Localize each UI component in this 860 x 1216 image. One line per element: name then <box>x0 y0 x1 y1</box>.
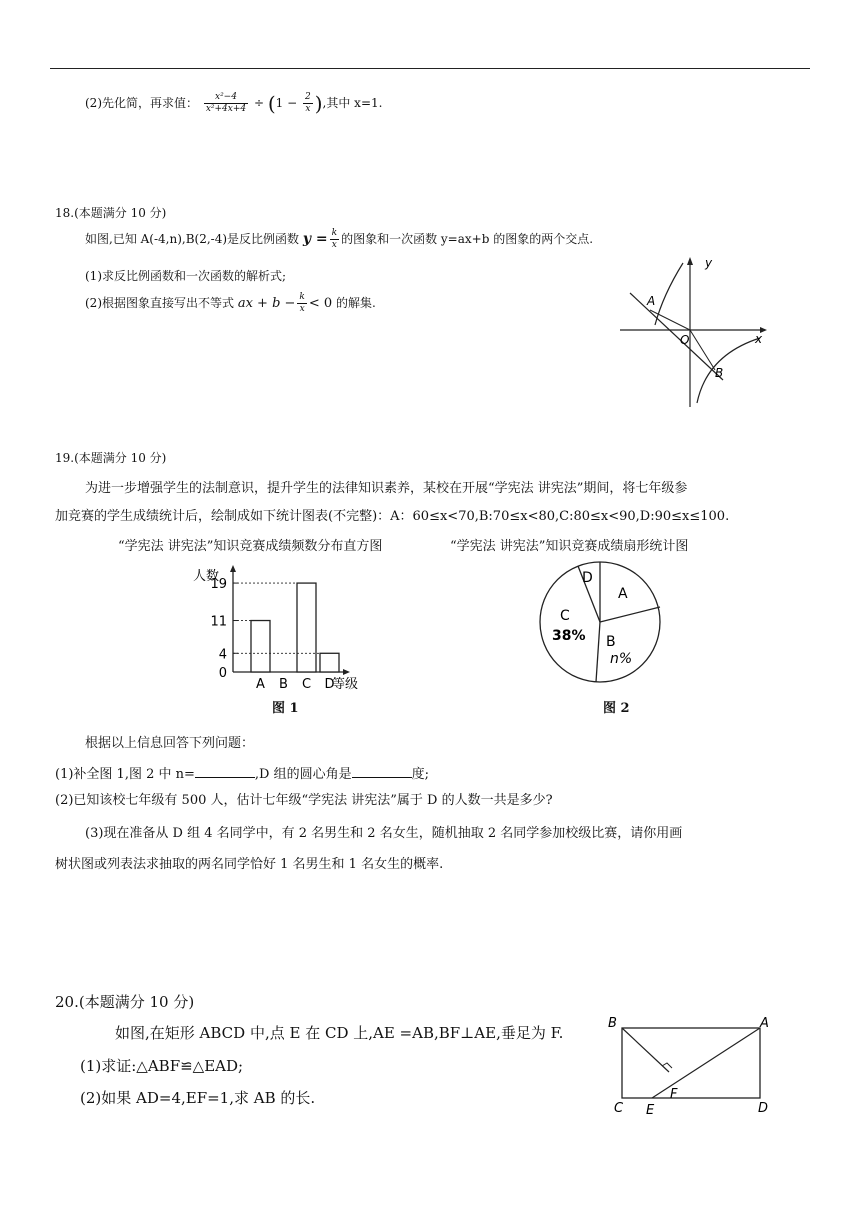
pie-divider-a-b <box>600 607 660 622</box>
q19-part2: (2)已知该校七年级有 500 人，估计七年级“学宪法 讲宪法”属于 D 的人数一共是多少? <box>55 793 553 808</box>
pie-label-b-percent: n% <box>610 651 633 667</box>
pie-label-a: A <box>618 586 628 602</box>
q19-para2: 加竞赛的学生成绩统计后，绘制成如下统计图表(不完整)：A：60≤x<70,B:70≤x<80,C:80≤x<90,D:90≤x≤100. <box>55 509 730 524</box>
y-axis-arrow <box>687 257 693 265</box>
histogram-y-arrow <box>230 565 236 572</box>
pie-divider-b-c <box>596 622 600 682</box>
hyperbola-lower-right <box>697 338 760 403</box>
label-f: F <box>670 1087 678 1102</box>
q19-part3-a: (3)现在准备从 D 组 4 名同学中，有 2 名男生和 2 名女生，随机抽取 2 名同学参加校级比赛，请你用画 <box>85 826 683 841</box>
answer-blank-angle <box>352 763 412 778</box>
histogram-xtick-A: A <box>256 677 265 692</box>
pie-label-b: B <box>606 634 616 650</box>
q18-func-frac <box>330 228 339 251</box>
q19-para1: 为进一步增强学生的法制意识，提升学生的法律知识素养，某校在开展“学宪法 讲宪法”期间，将七年级参 <box>85 481 688 496</box>
q18-func-frac-num: k <box>331 228 338 238</box>
q17-fraction-2 <box>303 92 313 115</box>
label-c: C <box>614 1101 624 1116</box>
q18-func-frac-den: x <box>331 240 337 250</box>
histogram-bar-C <box>297 583 316 672</box>
q17-prefix: (2)先化简，再求值： <box>85 96 198 110</box>
point-b-label: B <box>715 366 724 380</box>
q18-intro-a: 如图,已知 A(-4,n),B(2,-4)是反比例函数 <box>85 232 300 246</box>
q17-frac2-num: 2 <box>305 92 311 102</box>
segment-bf <box>622 1028 669 1072</box>
q17-divide: ÷ <box>253 96 265 110</box>
origin-label: O <box>680 333 690 347</box>
histogram-bar-A <box>251 621 270 672</box>
q19-part1-c: 度; <box>411 767 429 782</box>
point-a-label: A <box>647 294 656 308</box>
histogram-ytick-4: 4 <box>218 647 227 663</box>
histogram-xtick-B: B <box>279 677 288 692</box>
label-b: B <box>608 1016 617 1031</box>
segment-ae <box>652 1028 760 1098</box>
q17-paren-open: ( <box>267 91 276 116</box>
label-a: A <box>760 1016 769 1031</box>
fig2-caption: 图 2 <box>603 701 630 716</box>
q17-frac1-den: x²+4x+4 <box>205 104 247 114</box>
linear-function-line <box>630 293 723 380</box>
q18-part2-a: (2)根据图象直接写出不等式 <box>85 296 234 310</box>
histogram-ytick-11: 11 <box>210 614 227 630</box>
q19-part3-b: 树状图或列表法求抽取的两名同学恰好 1 名男生和 1 名女生的概率. <box>55 857 444 872</box>
q18-graph <box>615 255 775 410</box>
q17-frac2-den: x <box>305 104 311 114</box>
q19-part1-a: (1)补全图 1,图 2 中 n= <box>55 767 195 782</box>
q17-suffix: ,其中 x=1. <box>322 96 383 110</box>
fig1-caption: 图 1 <box>272 701 299 716</box>
pie-label-d: D <box>582 570 593 586</box>
y-label: y <box>705 256 713 270</box>
rectangle-figure <box>600 1010 790 1120</box>
q20-part2: (2)如果 AD=4,EF=1,求 AB 的长. <box>80 1089 316 1107</box>
q18-header: 18.(本题满分 10 分) <box>55 206 167 220</box>
x-label: x <box>755 332 763 346</box>
answer-blank-n <box>195 763 255 778</box>
q17-paren-close: ) <box>314 91 323 116</box>
q18-part2-frac <box>297 292 306 315</box>
pie-label-c: C <box>560 608 570 624</box>
q20-header: 20.(本题满分 10 分) <box>55 993 195 1011</box>
q18-part2-frac-num: k <box>299 292 305 302</box>
q18-part2-lt: < 0 <box>308 296 333 311</box>
q18-part2-b: 的解集. <box>336 296 376 310</box>
hyperbola-upper-left <box>655 263 683 325</box>
q18-part2-frac-den: x <box>299 304 305 314</box>
q19-part1-b: ,D 组的圆心角是 <box>254 767 352 782</box>
segment-ob <box>690 330 715 370</box>
histogram-x-arrow <box>343 669 350 675</box>
q18-part2-expr: ax + b − <box>237 296 296 311</box>
bar-layer <box>210 565 350 692</box>
q17-fraction-1 <box>204 92 248 115</box>
q17-one-minus: 1 − <box>275 96 298 110</box>
histogram-xtick-C: C <box>301 677 312 692</box>
q17-frac1-num: x²−4 <box>204 92 248 104</box>
label-d: D <box>758 1101 769 1116</box>
histogram-ytick-19: 19 <box>210 577 227 593</box>
histogram-ytick-0: 0 <box>218 666 227 681</box>
q20-part1: (1)求证:△ABF≌△EAD; <box>80 1057 244 1075</box>
rectangle-abcd <box>622 1028 760 1098</box>
histogram-chart <box>185 560 385 695</box>
header-rule <box>50 68 810 69</box>
q18-part2 <box>85 292 376 315</box>
caption-pie: “学宪法 讲宪法”知识竞赛成绩扇形统计图 <box>450 539 689 554</box>
caption-histogram: “学宪法 讲宪法”知识竞赛成绩频数分布直方图 <box>118 539 383 554</box>
histogram-bar-D <box>320 653 339 672</box>
q18-part1: (1)求反比例函数和一次函数的解析式; <box>85 269 287 283</box>
q20-intro: 如图,在矩形 ABCD 中,点 E 在 CD 上,AE =AB,BF⊥AE,垂足为 F. <box>115 1024 564 1042</box>
q18-intro <box>85 228 593 251</box>
q18-func: y = <box>302 231 328 247</box>
q19-part1 <box>55 763 429 784</box>
q19-prompt: 根据以上信息回答下列问题： <box>85 736 255 751</box>
histogram-xlabel: 等级 <box>332 677 359 692</box>
pie-label-c-percent: 38% <box>552 628 586 644</box>
q18-intro-b: 的图象和一次函数 y=ax+b 的图象的两个交点. <box>341 232 594 246</box>
histogram-xtick-D: D <box>324 677 335 692</box>
histogram-ylabel: 人数 <box>193 569 220 584</box>
q19-header: 19.(本题满分 10 分) <box>55 451 167 465</box>
q17-part2 <box>85 92 382 115</box>
pie-chart <box>538 560 668 685</box>
label-e: E <box>646 1103 655 1118</box>
